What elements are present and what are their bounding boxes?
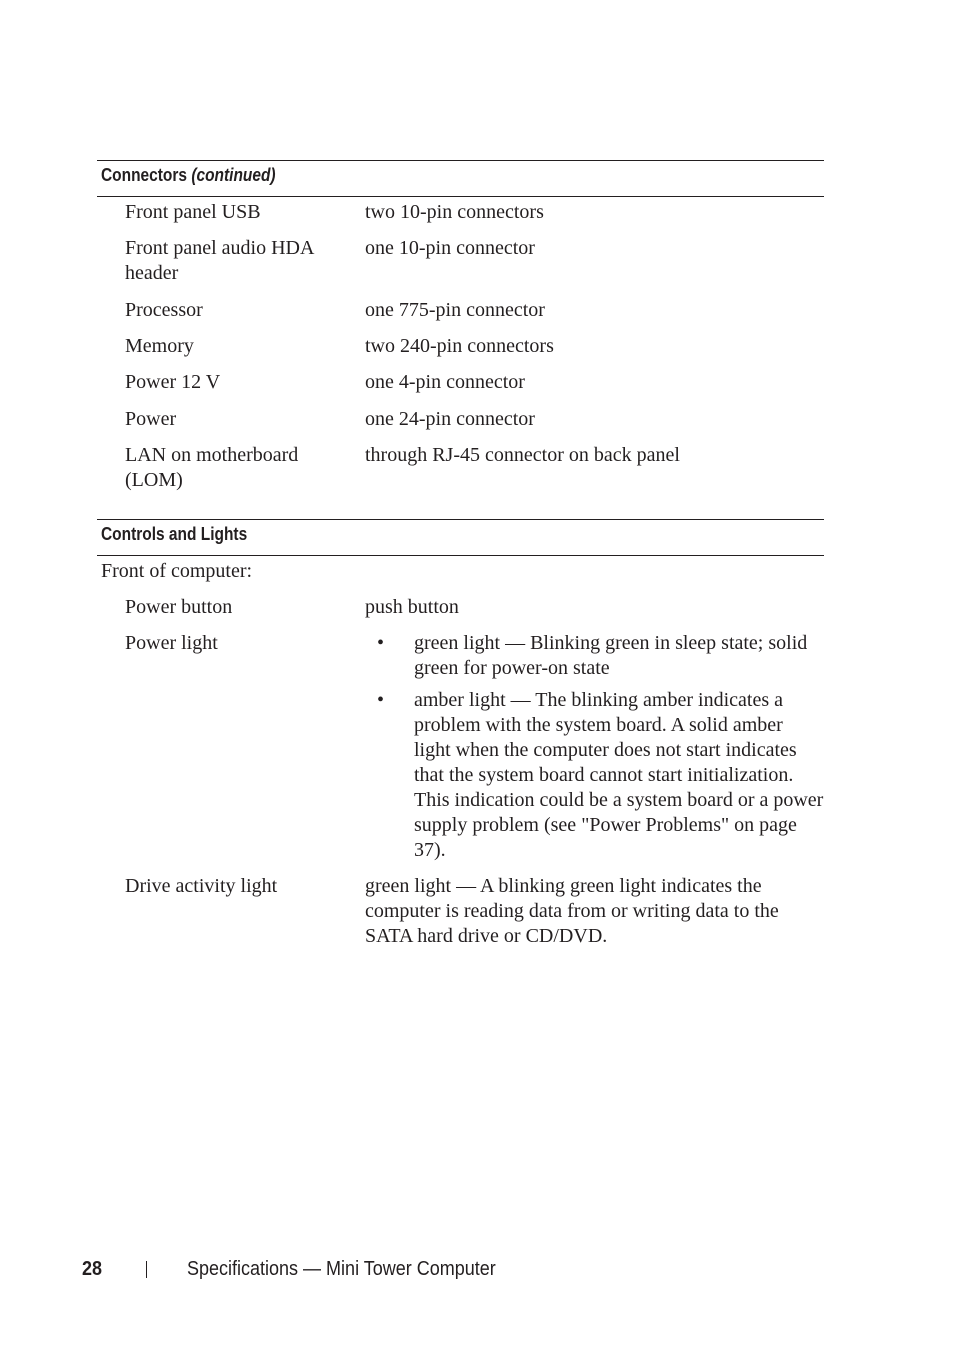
controls-heading: Controls and Lights	[101, 524, 248, 544]
page-number: 28	[82, 1258, 103, 1280]
bullet-mark: •	[377, 632, 385, 654]
row-label-front-panel-audio: Front panel audio HDA	[125, 237, 315, 259]
row-value-lan: through RJ-45 connector on back panel	[365, 444, 680, 466]
row-value-memory: two 240-pin connectors	[365, 335, 554, 357]
controls-header-rule	[97, 555, 824, 556]
connectors-top-rule	[97, 160, 824, 161]
connectors-heading	[101, 164, 276, 186]
row-label-front-panel-usb: Front panel USB	[125, 201, 261, 223]
row-value-power-12v: one 4-pin connector	[365, 371, 525, 393]
power-light-bullet-amber: amber light — The blinking amber indicates a problem with the system board. A solid amber light when the computer does not start indicates that the system board cannot start initialization. This indication could be a system board or a power supply problem (see "Power Problems" on page 37).	[414, 689, 824, 861]
connectors-heading-text: Connectors	[101, 165, 188, 185]
row-label-power: Power	[125, 408, 177, 430]
row-label-memory: Memory	[125, 335, 194, 357]
row-value-power: one 24-pin connector	[365, 408, 535, 430]
row-label-power-light: Power light	[125, 632, 218, 654]
row-label-power-button: Power button	[125, 596, 233, 618]
controls-top-rule	[97, 519, 824, 520]
row-label-lan: LAN on motherboard	[125, 444, 299, 466]
row-value-front-panel-usb: two 10-pin connectors	[365, 201, 544, 223]
front-of-computer-subheading: Front of computer:	[101, 560, 253, 582]
row-label-lan-line2: (LOM)	[125, 469, 183, 491]
bullet-mark: •	[377, 689, 385, 711]
connectors-header-rule	[97, 196, 824, 197]
row-value-drive-activity: green light — A blinking green light indicates the computer is reading data from or writing data to the SATA hard drive or CD/DVD.	[365, 875, 779, 947]
row-value-processor: one 775-pin connector	[365, 299, 545, 321]
row-label-drive-activity: Drive activity light	[125, 875, 278, 897]
row-label-front-panel-audio-line2: header	[125, 262, 179, 284]
footer-separator	[146, 1261, 147, 1278]
row-value-power-button: push button	[365, 596, 459, 618]
footer-title: Specifications — Mini Tower Computer	[187, 1258, 496, 1280]
power-light-bullet-green: green light — Blinking green in sleep state; solid green for power-on state	[414, 632, 808, 679]
connectors-heading-suffix: (continued)	[191, 165, 276, 185]
row-label-processor: Processor	[125, 299, 203, 321]
row-label-power-12v: Power 12 V	[125, 371, 221, 393]
row-value-front-panel-audio: one 10-pin connector	[365, 237, 535, 259]
